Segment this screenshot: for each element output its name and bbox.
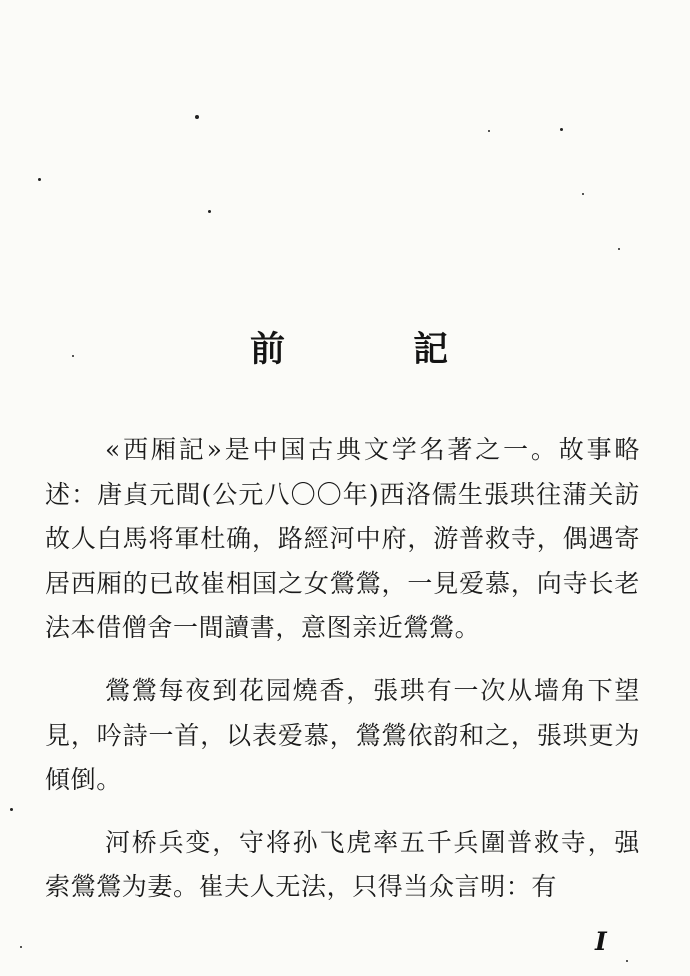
print-speck [582,193,584,195]
page-number: I [595,927,607,956]
print-speck [488,130,490,132]
print-speck [560,128,563,131]
page-title: 前 記 [250,329,507,370]
print-speck [195,115,199,119]
print-speck [38,178,41,181]
paragraph: 鶯鶯每夜到花园燒香，張珙有一次从墙角下望見，吟詩一首，以表爱慕，鶯鶯依韵和之，張珙更为傾倒。 [45,675,640,795]
paragraph: 河桥兵变，守将孙飞虎率五千兵圍普救寺，强索鶯鶯为妻。崔夫人无法，只得当众言明：有 [45,827,640,902]
print-speck [10,808,13,811]
paragraph: «西厢記»是中国古典文学名著之一。故事略述：唐貞元間(公元八〇〇年)西洛儒生張珙往蒲关訪故人白馬将軍杜确，路經河中府，游普救寺，偶遇寄居西厢的已故崔相国之女鶯鶯，一見爱慕，向寺长老法本借僧舍一間讀書，意图亲近鶯鶯。 [45,435,640,643]
body-text [45,428,640,928]
print-speck [626,960,628,962]
print-speck [208,210,211,213]
print-speck [72,355,74,357]
print-speck [618,248,620,250]
print-speck [20,946,22,948]
